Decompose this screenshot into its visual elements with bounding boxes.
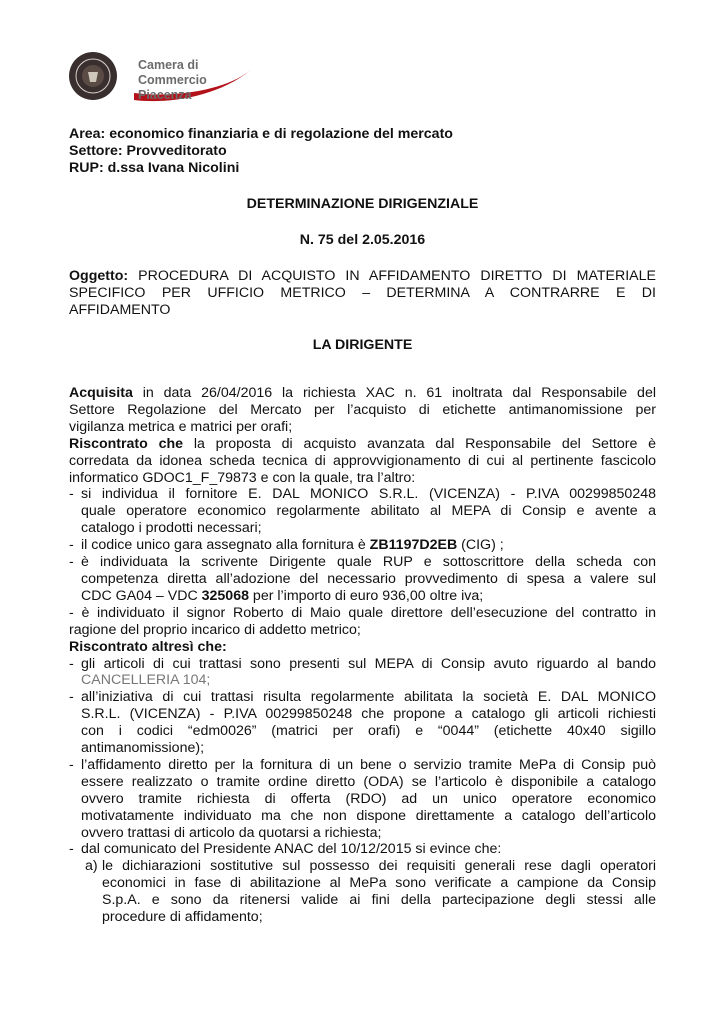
c3-line-4: motivatamente individuato ma che non dispone direttamente a catalogo dell’articolo bbox=[81, 807, 656, 824]
p2-bold: Riscontrato che bbox=[69, 435, 184, 452]
sub-item-key: a) bbox=[85, 858, 98, 875]
list-item bbox=[69, 656, 656, 690]
chamber-logo bbox=[66, 48, 256, 108]
p1-text-1: in data 26/04/2016 la richiesta XAC n. 61 inoltrata dal Responsabile del bbox=[132, 385, 656, 401]
list-item bbox=[69, 757, 656, 842]
sub-item-text bbox=[102, 858, 656, 926]
list-item bbox=[69, 554, 656, 605]
oggetto-label: Oggetto: bbox=[69, 268, 129, 284]
p1-bold: Acquisita bbox=[69, 385, 133, 401]
b3-pre: CDC GA04 – VDC bbox=[81, 587, 202, 604]
c1-line-2: CANCELLERIA 104; bbox=[81, 672, 211, 689]
list-item-text bbox=[81, 841, 656, 858]
list-item bbox=[69, 486, 656, 537]
oggetto-line-1 bbox=[69, 268, 656, 285]
sa-line-2: economici in fase di abilitazione al MePa sono verificate a campione da Consip bbox=[102, 875, 656, 892]
list-item-text bbox=[81, 689, 656, 757]
vdc-code: 325068 bbox=[201, 587, 249, 604]
b1-line-2: quale operatore economico regolarmente abilitato al MEPA di Consip e avente a bbox=[81, 503, 656, 520]
b2-post: (CIG) ; bbox=[457, 537, 504, 554]
b3-line-1: è individuata la scrivente Dirigente quale RUP e sottoscrittore della scheda con bbox=[81, 554, 656, 571]
list-item bbox=[69, 841, 656, 858]
p2-line-2: corredata da idonea scheda tecnica di approvvigionamento di cui al pertinente fascicolo bbox=[69, 452, 656, 469]
p2-line-1 bbox=[69, 436, 656, 453]
list-dash: - bbox=[69, 537, 74, 554]
list-dash: - bbox=[69, 841, 74, 858]
document-header bbox=[69, 126, 656, 177]
p1-line-2: Settore Regolazione del Mercato per l’acquisto di etichette antimanomissione per bbox=[69, 401, 656, 418]
c3-line-1: l’affidamento diretto per la fornitura di un bene o servizio tramite MePa di Consip può bbox=[81, 756, 656, 773]
list-dash: - bbox=[69, 655, 74, 672]
c1-line-1: gli articoli di cui trattasi sono presenti sul MEPA di Consip avuto riguardo al bando bbox=[81, 655, 656, 672]
header-rup: RUP: d.ssa Ivana Nicolini bbox=[69, 160, 240, 176]
b1-line-3: catalogo i prodotti necessari; bbox=[81, 520, 262, 537]
list-item-text bbox=[81, 656, 656, 690]
header-area: Area: economico finanziaria e di regolazione del mercato bbox=[69, 126, 453, 142]
p2-text-1: la proposta di acquisto avanzata dal Responsabile del Settore è bbox=[183, 435, 657, 452]
sa-line-4: procedure di affidamento; bbox=[102, 909, 263, 926]
c3-line-5: ovvero trattasi di articolo da quotarsi a richiesta; bbox=[81, 824, 382, 841]
list-item-text bbox=[81, 554, 656, 605]
list-item bbox=[69, 537, 656, 554]
list-dash: - bbox=[69, 689, 74, 706]
paragraph-direttore bbox=[69, 605, 656, 639]
document-body bbox=[69, 385, 656, 926]
oggetto-line-3: AFFIDAMENTO bbox=[69, 301, 171, 318]
list-item bbox=[69, 689, 656, 757]
c2-line-1: all’iniziativa di cui trattasi risulta regolarmente abilitata la società E. DAL MONICO bbox=[81, 689, 656, 706]
paragraph-acquisita bbox=[69, 385, 656, 436]
b1-line-1: si individua il fornitore E. DAL MONICO S.R.L. (VICENZA) - P.IVA 00299850248 bbox=[81, 486, 656, 503]
paragraph-riscontrato bbox=[69, 436, 656, 487]
oggetto-text-1: PROCEDURA DI ACQUISTO IN AFFIDAMENTO DIRETTO DI MATERIALE bbox=[128, 268, 656, 284]
b2-pre: il codice unico gara assegnato alla fornitura è bbox=[81, 537, 370, 554]
list-dash: - bbox=[69, 486, 74, 503]
sa-line-3: S.p.A. e sono da ritenersi valide ai fini della partecipazione degli stessi alle bbox=[102, 892, 656, 909]
b4-line-2: ragione del proprio incarico di addetto metrico; bbox=[69, 621, 361, 638]
p1-line-3: vigilanza metrica e matrici per orafi; bbox=[69, 418, 293, 435]
c3-line-2: essere realizzato o tramite ordine diretto (ODA) se l’articolo è disponibile a catalogo bbox=[81, 773, 656, 790]
c2-line-2: S.R.L. (VICENZA) - P.IVA 00299850248 che propone a catalogo gli articoli richiesti bbox=[81, 706, 656, 723]
section-title: LA DIRIGENTE bbox=[312, 337, 413, 353]
list-item-text bbox=[81, 757, 656, 842]
list-item-text bbox=[81, 537, 656, 554]
logo-wordmark bbox=[138, 58, 256, 103]
c2-line-4: antimanomissione); bbox=[81, 740, 205, 757]
list-item-text bbox=[81, 486, 656, 537]
logo-line-1: Camera di Commercio bbox=[138, 58, 207, 87]
document-title: DETERMINAZIONE DIRIGENZIALE bbox=[246, 196, 479, 212]
b3-line-2: competenza diretta all’adozione del necessario provvedimento di spesa a valere sul bbox=[81, 570, 656, 587]
b4-line-1: - è individuato il signor Roberto di Maio quale direttore dell’esecuzione del contratto in bbox=[69, 604, 656, 621]
b2-line-1 bbox=[81, 537, 656, 554]
oggetto-block bbox=[69, 268, 656, 319]
header-settore: Settore: Provveditorato bbox=[69, 143, 227, 159]
document-number: N. 75 del 2.05.2016 bbox=[299, 232, 426, 248]
logo-line-2: Piacenza bbox=[138, 88, 192, 102]
c2-line-3: con i codici “edm0026” (matrici per orafi) e “0044” (etichette 40x40 sigillo bbox=[81, 723, 656, 740]
b3-line-3 bbox=[81, 588, 656, 605]
p1-line-1 bbox=[69, 385, 656, 402]
paragraph-riscontrato-altresi: Riscontrato altresì che: bbox=[69, 638, 227, 655]
list-dash: - bbox=[69, 554, 74, 571]
p2-line-3: informatico GDOC1_F_79873 e con la quale, tra l’altro: bbox=[69, 469, 416, 486]
oggetto-line-2: SPECIFICO PER UFFICIO METRICO – DETERMINA A CONTRARRE E DI bbox=[69, 284, 656, 301]
cig-code: ZB1197D2EB bbox=[369, 537, 458, 554]
c4-line-1: dal comunicato del Presidente ANAC del 10/12/2015 si evince che: bbox=[81, 841, 502, 858]
c3-line-3: ovvero tramite richiesta di offerta (RDO) ad un unico operatore economico bbox=[81, 790, 656, 807]
b3-post: per l’importo di euro 936,00 oltre iva; bbox=[248, 587, 484, 604]
sa-line-1: le dichiarazioni sostitutive sul possesso dei requisiti generali rese dagli operatori bbox=[102, 858, 656, 875]
list-dash: - bbox=[69, 756, 74, 773]
sub-list-item bbox=[69, 858, 656, 926]
